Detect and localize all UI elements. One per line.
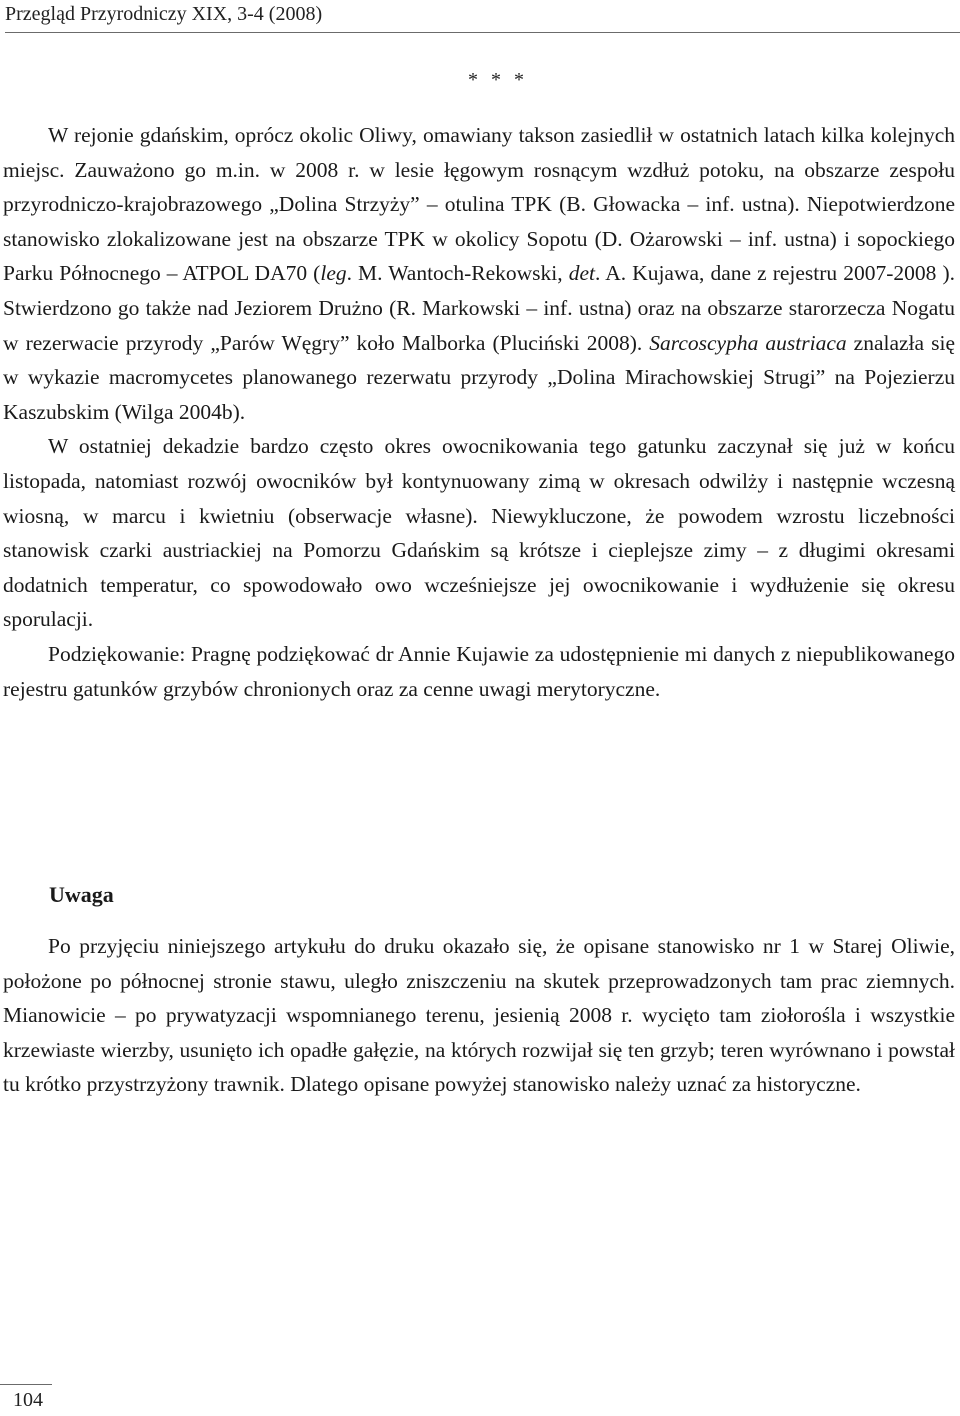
species-name: Sarcoscypha austriaca <box>649 330 847 355</box>
abbrev-leg: leg <box>320 261 347 286</box>
main-text <box>3 118 955 706</box>
page-number: 104 <box>0 1384 52 1416</box>
abbrev-det: det <box>568 261 595 286</box>
section-separator: * * * <box>468 69 528 91</box>
paragraph-fruiting: W ostatniej dekadzie bardzo często okres owocnikowania tego gatunku zaczynał się już w końcu listopada, natomiast rozwój owocników był kontynuowany zimą w okresach odwilży i następnie wczesną wiosną, w marcu i kwietniu (obserwacje własne). Niewykluczone, że powodem wzrostu liczebności stanowisk czarki austriackiej na Pomorzu Gdańskim są krótsze i cieplejsze zimy – z długimi okresami dodatnich temperatur, co spowodowało owo wcześniejsze jej owocnikowanie i wydłużenie się okresu sporulacji. <box>3 434 955 632</box>
paragraph-acknowledgement: Podziękowanie: Pragnę podziękować dr Annie Kujawie za udostępnienie mi danych z niepublikowanego rejestru gatunków grzybów chronionych oraz za cenne uwagi merytoryczne. <box>3 641 955 701</box>
note-text-block <box>3 929 955 1102</box>
paragraph-locations: W rejonie gdańskim, oprócz okolic Oliwy, omawiany takson zasiedlił w ostatnich latach kilka kolejnych miejsc. Zauważono go m.in. w 2008 r. w lesie łęgowym rosnącym wzdłuż potoku, na obszarze zespołu przyrodniczo-krajobrazowego „Dolina Strzyży” – otulina TPK (B. Głowacka – inf. ustna). Niepotwierdzone stanowisko zlokalizowane jest na obszarze TPK w okolicy Sopotu (D. Ożarowski – inf. ustna) i sopockiego Parku Północnego – ATPOL DA70 (leg. M. Wantoch-Rekowski, det. A. Kujawa, dane z rejestru 2007-2008 ). Stwierdzono go także nad Jeziorem Drużno (R. Markowski – inf. ustna) oraz na obszarze starorzecza Nogatu w rezerwacie przyrody „Parów Węgry” koło Malborka (Pluciński 2008). Sarcoscypha austriaca znalazła się w wykazie macromycetes planowanego rezerwatu przyrody „Dolina Mirachowskiej Strugi” na Pojezierzu Kaszubskim (Wilga 2004b). <box>3 123 956 424</box>
paragraph-note: Po przyjęciu niniejszego artykułu do druku okazało się, że opisane stanowisko nr 1 w Starej Oliwie, położone po północnej stronie stawu, uległo zniszczeniu na skutek przeprowadzonych tam prac ziemnych. Mianowicie – po prywatyzacji wspomnianego terenu, jesienią 2008 r. wycięto tam ziołorośla i wszystkie krzewiaste wierzby, usunięto ich opadłe gałęzie, na których rozwijał się ten grzyb; teren wyrównano i powstał tu krótko przystrzyżony trawnik. Dlatego opisane powyżej stanowisko należy uznać za historyczne. <box>3 934 955 1097</box>
journal-title: Przegląd Przyrodniczy XIX, 3-4 (2008) <box>5 3 323 25</box>
running-header <box>5 0 960 33</box>
note-heading: Uwaga <box>49 882 114 907</box>
